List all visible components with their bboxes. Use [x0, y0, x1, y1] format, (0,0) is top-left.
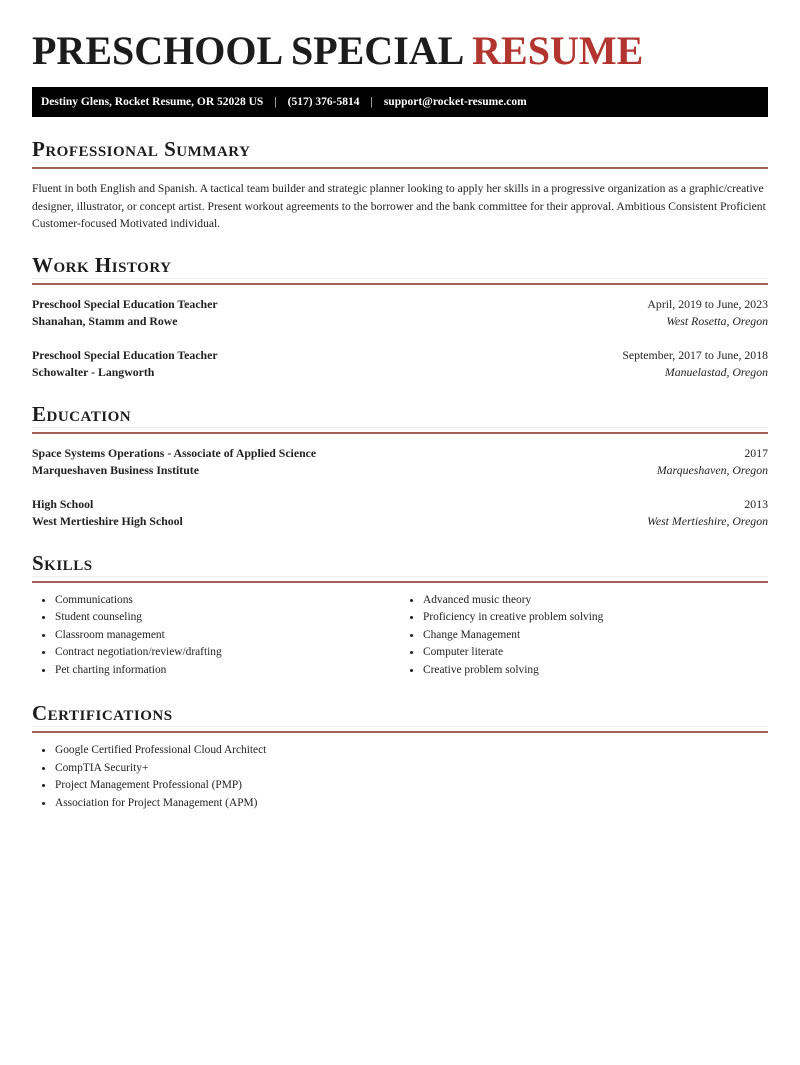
page-title: [32, 30, 768, 72]
contact-phone: (517) 376-5814: [287, 96, 360, 108]
section-heading-education: Education: [32, 402, 768, 428]
list-item: • Student counseling: [54, 611, 400, 624]
list-item: • Pet charting information: [54, 664, 400, 677]
job-company: Shanahan, Stamm and Rowe: [32, 314, 178, 328]
certifications-list: [32, 744, 768, 810]
list-item: • Communications: [54, 594, 400, 607]
contact-separator: |: [274, 96, 277, 108]
job-dates: April, 2019 to June, 2023: [647, 296, 768, 311]
skills-list-left: [32, 594, 400, 682]
education-school: Marqueshaven Business Institute: [32, 463, 199, 477]
list-item: • Computer literate: [422, 646, 768, 659]
work-entry-right: [647, 296, 768, 331]
section-rule: [32, 432, 768, 434]
section-skills: [32, 551, 768, 682]
section-education: [32, 402, 768, 531]
education-school: West Mertieshire High School: [32, 514, 183, 528]
section-heading-professional-summary: Professional Summary: [32, 137, 768, 163]
education-degree: High School: [32, 496, 94, 511]
education-location: West Mertieshire, Oregon: [647, 514, 768, 528]
list-item: • Proficiency in creative problem solving: [422, 611, 768, 624]
section-heading-work-history: Work History: [32, 253, 768, 279]
work-entry: [32, 347, 768, 382]
job-dates: September, 2017 to June, 2018: [622, 347, 768, 362]
job-title: Preschool Special Education Teacher: [32, 296, 218, 311]
education-degree: Space Systems Operations - Associate of Applied Science: [32, 445, 317, 460]
section-rule: [32, 167, 768, 169]
section-heading-skills: Skills: [32, 551, 768, 577]
list-item: • Creative problem solving: [422, 664, 768, 677]
summary-text: Fluent in both English and Spanish. A tactical team builder and strategic planner looking to apply her skills in a progressive organization as a graphic/creative designer, illustrator, or concept artist. Present workout agreements to the borrower and the bank committee for their approval. Ambitious Consistent Proficient Customer-focused Motivated individual.: [32, 182, 766, 230]
section-rule: [32, 283, 768, 285]
education-location: Marqueshaven, Oregon: [656, 463, 768, 477]
list-item: • Classroom management: [54, 629, 400, 642]
section-rule: [32, 731, 768, 733]
job-location: Manuelastad, Oregon: [664, 365, 768, 379]
list-item: • Project Management Professional (PMP): [54, 779, 768, 792]
list-item: • Contract negotiation/review/drafting: [54, 646, 400, 659]
contact-bar: [32, 87, 768, 117]
contact-separator: |: [370, 96, 373, 108]
work-entry-left: [32, 347, 218, 382]
job-company: Schowalter - Langworth: [32, 365, 155, 379]
education-entry-left: [32, 445, 316, 480]
list-item: • Change Management: [422, 629, 768, 642]
education-entry-left: [32, 496, 183, 531]
work-entry-right: [622, 347, 768, 382]
section-rule: [32, 581, 768, 583]
education-entry-right: [647, 496, 768, 531]
work-entry-left: [32, 296, 218, 331]
education-entry: [32, 496, 768, 531]
job-title: Preschool Special Education Teacher: [32, 347, 218, 362]
list-item: • Google Certified Professional Cloud Architect: [54, 744, 768, 757]
education-year: 2013: [744, 496, 768, 511]
skills-list-right: [400, 594, 768, 682]
education-entry-right: [657, 445, 768, 480]
section-work-history: [32, 253, 768, 382]
page-title-main: PRESCHOOL SPECIAL: [32, 28, 473, 73]
job-location: West Rosetta, Oregon: [666, 314, 768, 328]
section-professional-summary: [32, 137, 768, 233]
list-item: • Association for Project Management (APM): [54, 797, 768, 810]
page-title-accent: RESUME: [472, 28, 644, 73]
work-entry: [32, 296, 768, 331]
contact-email: support@rocket-resume.com: [383, 96, 527, 108]
skills-columns: [32, 594, 768, 682]
education-year: 2017: [744, 445, 768, 460]
list-item: • Advanced music theory: [422, 594, 768, 607]
contact-address: Destiny Glens, Rocket Resume, OR 52028 US: [41, 96, 264, 108]
section-heading-certifications: Certifications: [32, 701, 768, 727]
list-item: • CompTIA Security+: [54, 762, 768, 775]
resume-page: [0, 30, 800, 810]
section-certifications: [32, 701, 768, 810]
education-entry: [32, 445, 768, 480]
